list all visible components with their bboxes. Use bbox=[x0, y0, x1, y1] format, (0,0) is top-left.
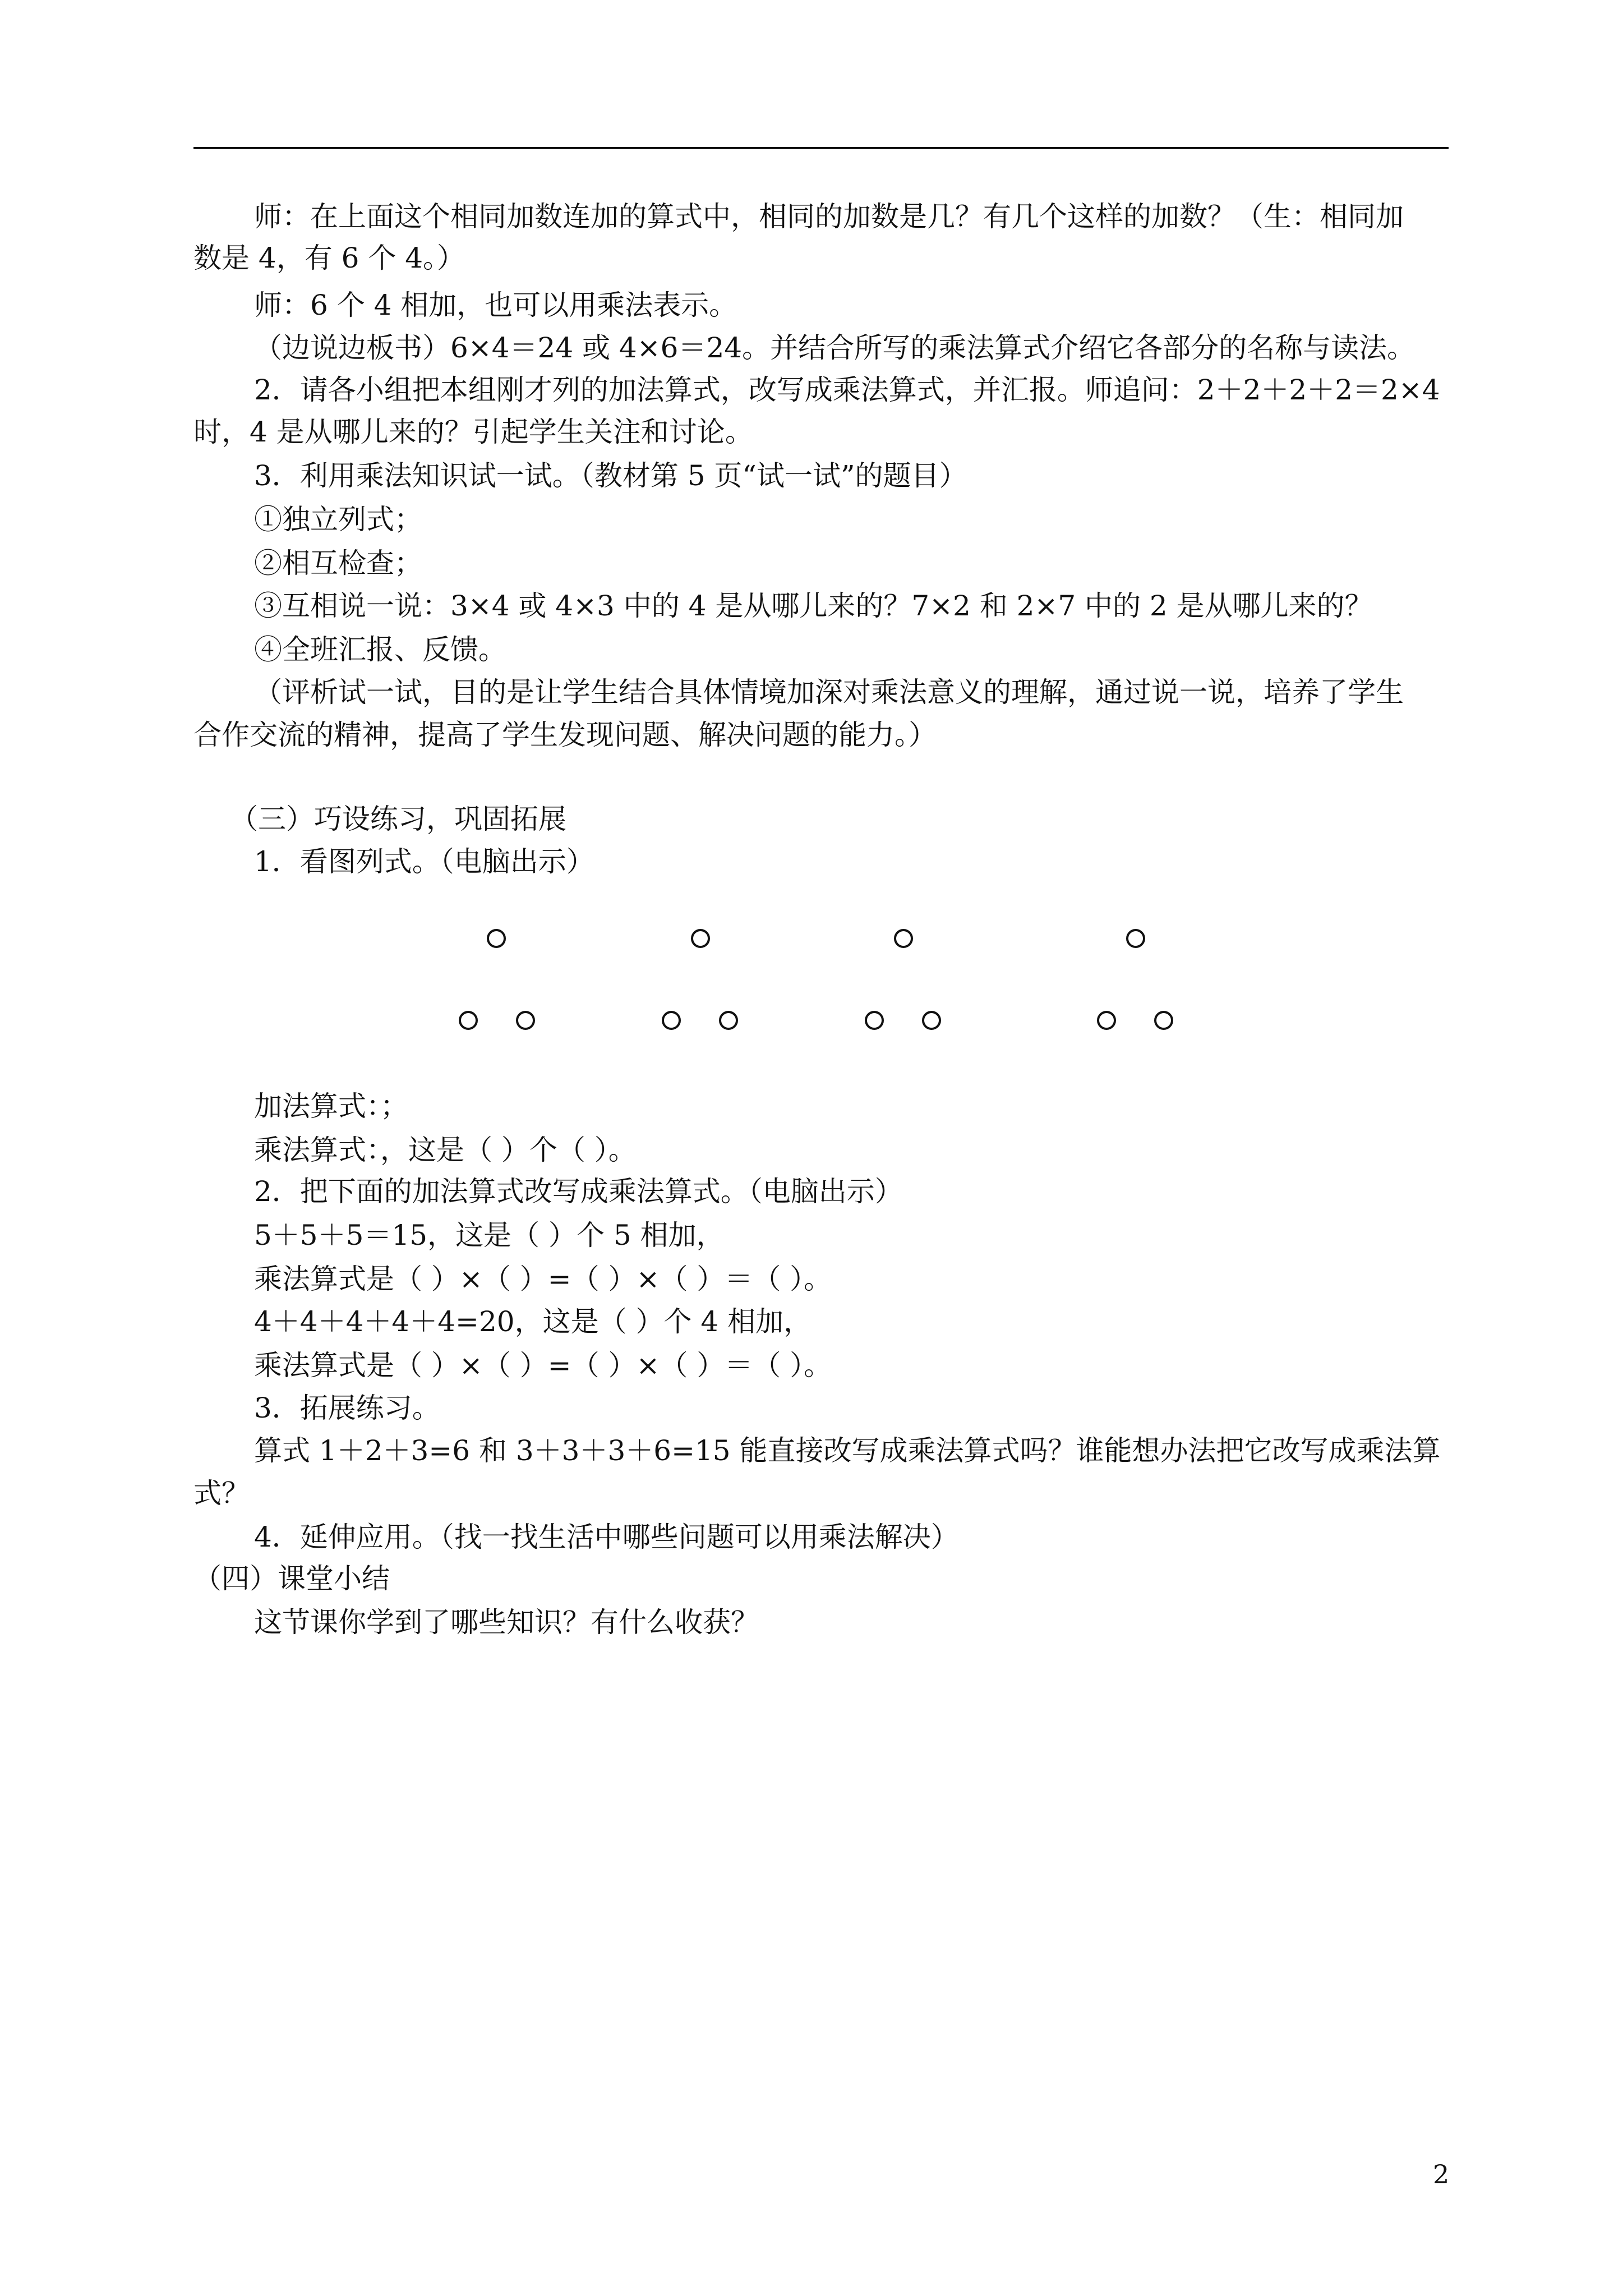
exercise-line: 乘法算式：，这是（ ）个（ ）。 bbox=[254, 1134, 637, 1166]
circle-icon bbox=[894, 929, 913, 948]
paragraph-line: 2．请各小组把本组刚才列的加法算式，改写成乘法算式，并汇报。师追问：2＋2＋2＋2＝2×4 bbox=[254, 374, 1440, 406]
circle-icon bbox=[691, 929, 710, 948]
exercise-line: 乘法算式是（ ）×（ ）=（ ）×（ ）＝（ ）。 bbox=[254, 1263, 832, 1295]
paragraph-line: ②相互检查； bbox=[254, 547, 422, 579]
section-heading: （三）巧设练习，巩固拓展 bbox=[230, 803, 566, 835]
exercise-line: 加法算式：； bbox=[254, 1090, 408, 1122]
paragraph-line: ①独立列式； bbox=[254, 503, 422, 536]
exercise-line: 算式 1＋2＋3=6 和 3＋3＋3＋6=15 能直接改写成乘法算式吗？谁能想办法把它改写成乘法算 bbox=[254, 1434, 1441, 1467]
exercise-line: 1．看图列式。（电脑出示） bbox=[254, 845, 594, 878]
paragraph-line: 数是 4，有 6 个 4。） bbox=[193, 242, 465, 274]
exercise-line: 式？ bbox=[193, 1477, 250, 1510]
page-number: 2 bbox=[1433, 2159, 1450, 2189]
section-heading: （四）课堂小结 bbox=[193, 1562, 390, 1595]
circle-icon bbox=[662, 1011, 681, 1030]
paragraph-line: 师：6 个 4 相加，也可以用乘法表示。 bbox=[254, 289, 737, 321]
paragraph-line: 这节课你学到了哪些知识？有什么收获？ bbox=[254, 1606, 759, 1639]
paragraph-line: 3．利用乘法知识试一试。（教材第 5 页“试一试”的题目） bbox=[254, 459, 967, 492]
exercise-line: 5＋5＋5＝15，这是（ ）个 5 相加， bbox=[254, 1219, 725, 1251]
circle-icon bbox=[719, 1011, 738, 1030]
header-rule bbox=[193, 147, 1449, 149]
circle-icon bbox=[922, 1011, 941, 1030]
paragraph-line: ③互相说一说：3×4 或 4×3 中的 4 是从哪儿来的？7×2 和 2×7 中的 2 是从哪儿来的？ bbox=[254, 590, 1373, 622]
exercise-line: 乘法算式是（ ）×（ ）=（ ）×（ ）＝（ ）。 bbox=[254, 1349, 832, 1382]
exercise-line: 4＋4＋4＋4＋4=20，这是（ ）个 4 相加， bbox=[254, 1305, 812, 1338]
paragraph-line: 时，4 是从哪儿来的？引起学生关注和讨论。 bbox=[193, 416, 753, 448]
paragraph-line: 合作交流的精神，提高了学生发现问题、解决问题的能力。） bbox=[193, 719, 937, 751]
paragraph-line: 师：在上面这个相同加数连加的算式中，相同的加数是几？有几个这样的加数？（生：相同加 bbox=[254, 200, 1404, 233]
circle-icon bbox=[487, 929, 506, 948]
exercise-line: 2．把下面的加法算式改写成乘法算式。（电脑出示） bbox=[254, 1175, 903, 1208]
paragraph-line: ④全班汇报、反馈。 bbox=[254, 633, 506, 666]
paragraph-line: （评析试一试，目的是让学生结合具体情境加深对乘法意义的理解，通过说一说，培养了学生 bbox=[254, 676, 1404, 708]
exercise-line: 3．拓展练习。 bbox=[254, 1392, 440, 1424]
circle-icon bbox=[1126, 929, 1145, 948]
exercise-line: 4．延伸应用。（找一找生活中哪些问题可以用乘法解决） bbox=[254, 1521, 959, 1553]
circle-icon bbox=[865, 1011, 884, 1030]
circle-icon bbox=[1154, 1011, 1173, 1030]
paragraph-line: （边说边板书）6×4＝24 或 4×6＝24。并结合所写的乘法算式介绍它各部分的名称与读法。 bbox=[254, 332, 1415, 364]
circle-icon bbox=[1097, 1011, 1116, 1030]
circle-icon bbox=[516, 1011, 535, 1030]
circle-icon bbox=[459, 1011, 478, 1030]
